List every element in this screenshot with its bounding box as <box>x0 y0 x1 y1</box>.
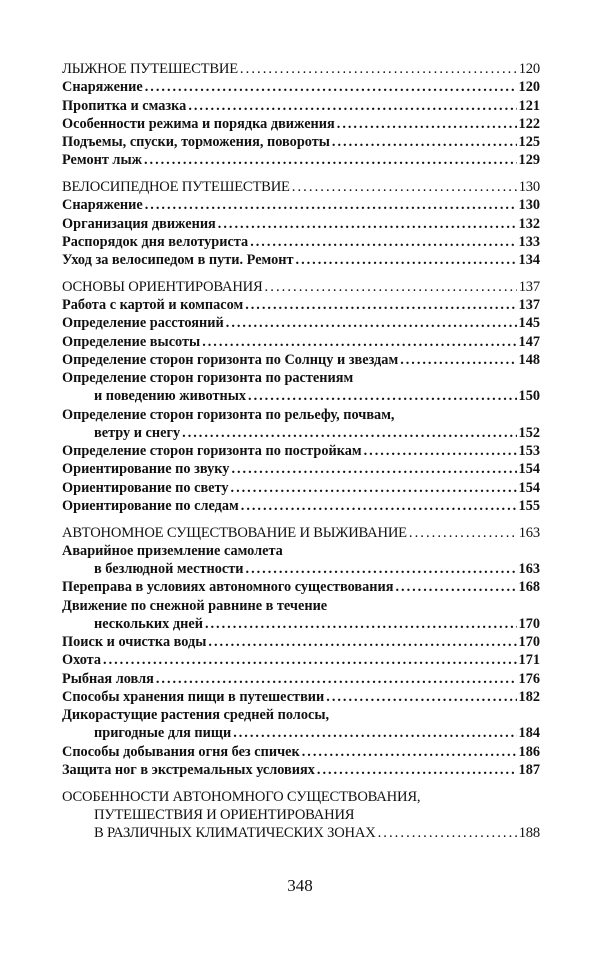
entry-page: 137 <box>518 297 540 313</box>
entry-title: и поведению животных <box>94 388 247 405</box>
entry-title: Охота <box>62 652 102 669</box>
entry-title: нескольких дней <box>94 615 203 632</box>
entry-title: Определение сторон горизонта по постройкам <box>62 443 362 459</box>
toc-entry <box>62 387 540 405</box>
entry-title: Снаряжение <box>62 197 143 214</box>
entry-title: Переправа в условиях автономного существования <box>62 579 394 596</box>
toc-entry <box>62 196 540 214</box>
toc-entry <box>62 233 540 251</box>
entry-title: Ориентирование по свету <box>62 479 229 496</box>
entry-page: 145 <box>518 315 540 332</box>
toc-entry <box>62 296 540 314</box>
entry-page: 120 <box>518 61 540 77</box>
entry-page: 152 <box>518 424 540 441</box>
dot-leader <box>302 743 517 761</box>
dot-leader <box>292 178 517 196</box>
dot-leader <box>156 670 517 688</box>
entry-title: в безлюдной местности <box>94 561 244 577</box>
entry-page: 168 <box>518 579 540 596</box>
entry-page: 154 <box>518 479 540 496</box>
dot-leader <box>378 824 517 842</box>
dot-leader <box>250 233 516 251</box>
entry-page: 130 <box>518 197 540 214</box>
toc-entry <box>62 688 540 706</box>
entry-title: ПУТЕШЕСТВИЯ И ОРИЕНТИРОВАНИЯ <box>94 806 355 823</box>
toc-entry <box>62 424 540 442</box>
dot-leader <box>241 497 517 515</box>
entry-title: ветру и снегу <box>94 424 181 441</box>
toc-entry <box>62 743 540 761</box>
toc-entry <box>62 670 540 688</box>
toc-section <box>62 60 540 170</box>
dot-leader <box>246 560 517 578</box>
entry-title: Определение сторон горизонта по растениям <box>62 370 354 386</box>
dot-leader <box>245 296 516 314</box>
entry-title: Защита ног в экстремальных условиях <box>62 761 315 778</box>
entry-page: 148 <box>518 351 540 368</box>
table-of-contents <box>62 60 540 851</box>
toc-entry <box>62 560 540 578</box>
entry-title: пригодные для пищи <box>94 725 232 742</box>
entry-page: 163 <box>518 561 540 577</box>
entry-title: Ориентирование по следам <box>62 497 239 514</box>
entry-title: Аварийное приземление самолета <box>62 542 283 559</box>
dot-leader <box>145 196 517 214</box>
toc-entry <box>62 115 540 133</box>
toc-entry <box>62 542 540 560</box>
entry-page: 130 <box>518 179 540 195</box>
dot-leader <box>395 578 516 596</box>
entry-page: 147 <box>518 333 540 350</box>
entry-page: 137 <box>518 278 540 295</box>
toc-entry <box>62 497 540 515</box>
toc-entry <box>62 215 540 233</box>
entry-page: 134 <box>518 252 540 268</box>
entry-title: Движение по снежной равнине в течение <box>62 597 328 614</box>
toc-entry <box>62 251 540 269</box>
dot-leader <box>364 442 517 460</box>
section-heading <box>62 524 540 542</box>
entry-title: Ориентирование по звуку <box>62 461 230 478</box>
section-heading <box>62 824 540 842</box>
toc-entry <box>62 578 540 596</box>
entry-title: ВЕЛОСИПЕДНОЕ ПУТЕШЕСТВИЕ <box>62 179 290 195</box>
toc-section <box>62 178 540 269</box>
dot-leader <box>145 78 517 96</box>
dot-leader <box>233 724 516 742</box>
dot-leader <box>205 615 517 633</box>
dot-leader <box>240 60 517 78</box>
dot-leader <box>231 460 516 478</box>
entry-title: Дикорастущие растения средней полосы, <box>62 707 330 723</box>
toc-entry <box>62 369 540 387</box>
entry-page: 154 <box>518 461 540 478</box>
section-heading <box>62 60 540 78</box>
entry-title: Уход за велосипедом в пути. Ремонт <box>62 252 294 268</box>
entry-page: 171 <box>518 652 540 669</box>
entry-page: 129 <box>518 152 540 169</box>
entry-title: Распорядок дня велотуриста <box>62 233 249 250</box>
toc-section <box>62 278 540 515</box>
toc-entry <box>62 460 540 478</box>
entry-page: 163 <box>518 524 540 541</box>
dot-leader <box>337 115 517 133</box>
toc-entry <box>62 651 540 669</box>
dot-leader <box>218 215 517 233</box>
entry-page: 122 <box>518 115 540 132</box>
dot-leader <box>409 524 517 542</box>
entry-page: 132 <box>518 215 540 232</box>
entry-title: Определение сторон горизонта по рельефу, почвам, <box>62 406 395 423</box>
dot-leader <box>332 133 517 151</box>
entry-page: 170 <box>518 615 540 632</box>
entry-title: Особенности режима и порядка движения <box>62 115 335 132</box>
toc-entry <box>62 314 540 332</box>
toc-entry <box>62 97 540 115</box>
entry-title: В РАЗЛИЧНЫХ КЛИМАТИЧЕСКИХ ЗОНАХ <box>94 825 376 841</box>
dot-leader <box>296 251 517 269</box>
toc-entry <box>62 333 540 351</box>
toc-entry <box>62 706 540 724</box>
toc-entry <box>62 761 540 779</box>
dot-leader <box>231 479 517 497</box>
entry-title: ЛЫЖНОЕ ПУТЕШЕСТВИЕ <box>62 61 238 77</box>
dot-leader <box>103 651 517 669</box>
entry-title: АВТОНОМНОЕ СУЩЕСТВОВАНИЕ И ВЫЖИВАНИЕ <box>62 524 407 541</box>
entry-title: Подъемы, спуски, торможения, повороты <box>62 134 330 150</box>
entry-title: Организация движения <box>62 215 216 232</box>
entry-page: 125 <box>518 134 540 150</box>
toc-entry <box>62 78 540 96</box>
entry-title: Определение расстояний <box>62 315 224 332</box>
entry-title: Работа с картой и компасом <box>62 297 244 313</box>
toc-entry <box>62 351 540 369</box>
page-number: 348 <box>287 876 313 895</box>
entry-page: 153 <box>518 443 540 459</box>
section-heading <box>62 178 540 196</box>
dot-leader <box>144 151 517 169</box>
toc-entry <box>62 615 540 633</box>
dot-leader <box>317 761 517 779</box>
dot-leader <box>208 633 516 651</box>
entry-page: 133 <box>518 233 540 250</box>
entry-page: 187 <box>518 761 540 778</box>
entry-page: 186 <box>518 743 540 760</box>
toc-entry <box>62 406 540 424</box>
toc-entry <box>62 633 540 651</box>
section-heading <box>62 788 540 806</box>
entry-page: 176 <box>518 670 540 687</box>
entry-title: Пропитка и смазка <box>62 97 187 114</box>
entry-page: 184 <box>518 725 540 742</box>
entry-page: 120 <box>518 79 540 96</box>
entry-title: Способы хранения пищи в путешествии <box>62 688 325 705</box>
entry-page: 182 <box>518 688 540 705</box>
toc-entry <box>62 133 540 151</box>
toc-entry <box>62 479 540 497</box>
entry-title: Рыбная ловля <box>62 670 154 687</box>
entry-page: 188 <box>518 825 540 841</box>
toc-entry <box>62 442 540 460</box>
dot-leader <box>226 314 517 332</box>
entry-title: ОСОБЕННОСТИ АВТОНОМНОГО СУЩЕСТВОВАНИЯ, <box>62 788 421 805</box>
toc-entry <box>62 151 540 169</box>
dot-leader <box>202 333 516 351</box>
toc-entry <box>62 724 540 742</box>
dot-leader <box>326 688 516 706</box>
entry-title: Определение высоты <box>62 333 201 350</box>
section-heading <box>62 278 540 296</box>
toc-section <box>62 524 540 780</box>
toc-section <box>62 788 540 843</box>
entry-title: Определение сторон горизонта по Солнцу и звездам <box>62 351 399 368</box>
dot-leader <box>248 387 517 405</box>
section-heading <box>62 806 540 824</box>
entry-title: Ремонт лыж <box>62 152 142 169</box>
entry-page: 121 <box>518 97 540 114</box>
entry-page: 150 <box>518 388 540 405</box>
entry-page: 170 <box>518 634 540 650</box>
dot-leader <box>182 424 516 442</box>
entry-page: 155 <box>518 497 540 514</box>
entry-title: Поиск и очистка воды <box>62 634 207 650</box>
entry-title: Способы добывания огня без спичек <box>62 743 300 760</box>
dot-leader <box>188 97 516 115</box>
entry-title: ОСНОВЫ ОРИЕНТИРОВАНИЯ <box>62 278 263 295</box>
toc-entry <box>62 597 540 615</box>
dot-leader <box>265 278 517 296</box>
entry-title: Снаряжение <box>62 79 143 96</box>
dot-leader <box>400 351 516 369</box>
